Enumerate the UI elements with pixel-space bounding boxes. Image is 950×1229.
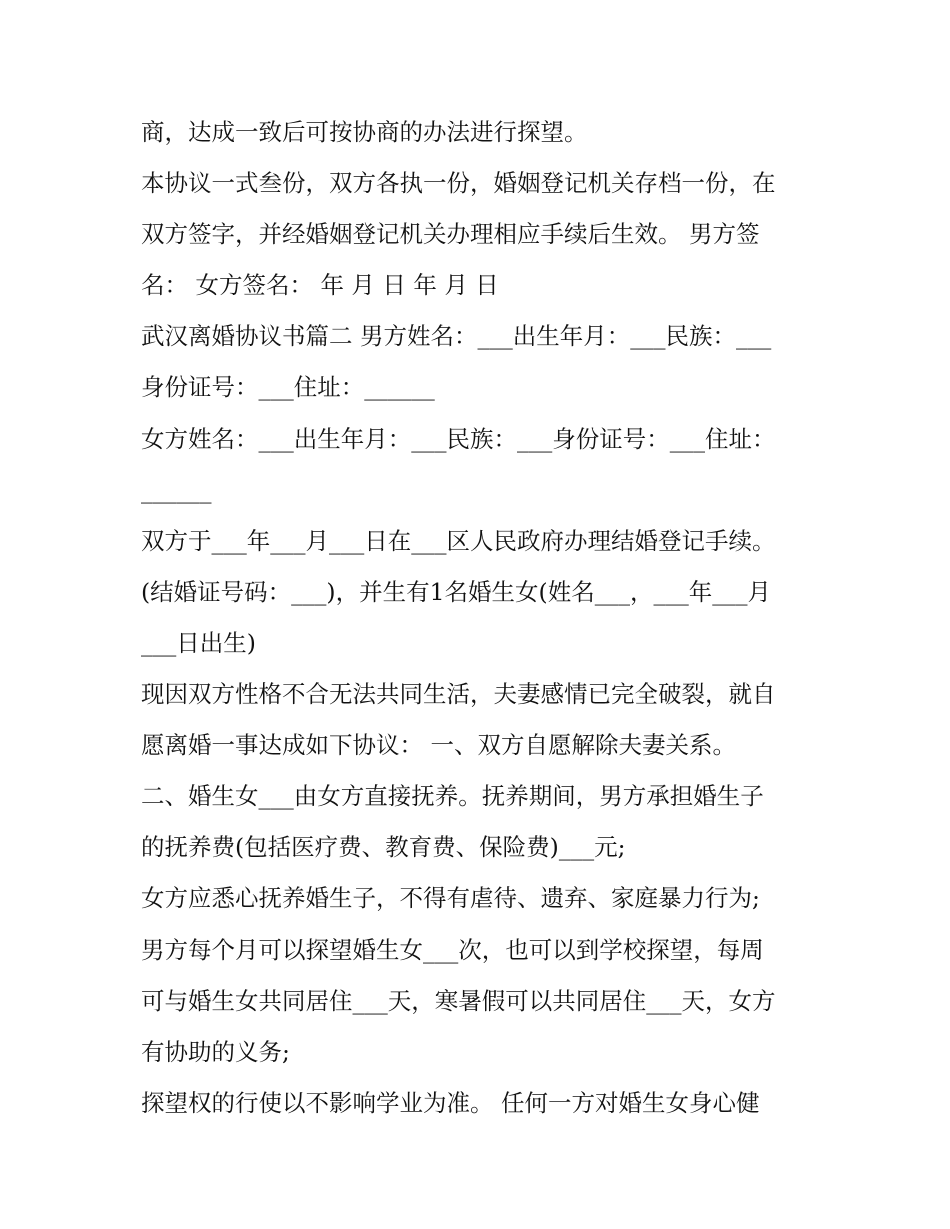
text-line: 武汉离婚协议书篇二 男方姓名：___出生年月：___民族：___ [141, 322, 772, 351]
text-line: 有协助的义务; [141, 1037, 290, 1066]
text-line: 双方于___年___月___日在___区人民政府办理结婚登记手续。 [141, 526, 776, 555]
text-line: 女方应悉心抚养婚生子，不得有虐待、遗弃、家庭暴力行为; [141, 884, 760, 913]
text-line: ______ [141, 475, 212, 504]
text-line: 的抚养费(包括医疗费、教育费、保险费)___元; [141, 833, 626, 862]
text-line: 双方签字，并经婚姻登记机关办理相应手续后生效。 男方签 [141, 220, 760, 249]
document-body [141, 107, 831, 1129]
text-line: 探望权的行使以不影响学业为准。 任何一方对婚生女身心健 [141, 1088, 760, 1117]
text-line: 二、婚生女___由女方直接抚养。抚养期间，男方承担婚生子 [141, 782, 764, 811]
text-line: 名： 女方签名： 年 月 日 年 月 日 [141, 271, 499, 300]
text-line: 男方每个月可以探望婚生女___次，也可以到学校探望，每周 [141, 935, 764, 964]
text-line: 愿离婚一事达成如下协议： 一、双方自愿解除夫妻关系。 [141, 731, 736, 760]
text-line: 现因双方性格不合无法共同生活，夫妻感情已完全破裂，就自 [141, 680, 776, 709]
text-line: 女方姓名：___出生年月：___民族：___身份证号：___住址： [141, 424, 776, 453]
text-line: 商，达成一致后可按协商的办法进行探望。 [141, 118, 588, 146]
text-line: (结婚证号码：___)，并生有1名婚生女(姓名___，___年___月 [141, 577, 771, 606]
text-line: 可与婚生女共同居住___天，寒暑假可以共同居住___天，女方 [141, 986, 776, 1015]
text-line: ___日出生) [141, 628, 256, 657]
text-line: 本协议一式叁份，双方各执一份，婚姻登记机关存档一份，在 [141, 169, 776, 198]
text-line: 身份证号：___住址：______ [141, 373, 435, 402]
